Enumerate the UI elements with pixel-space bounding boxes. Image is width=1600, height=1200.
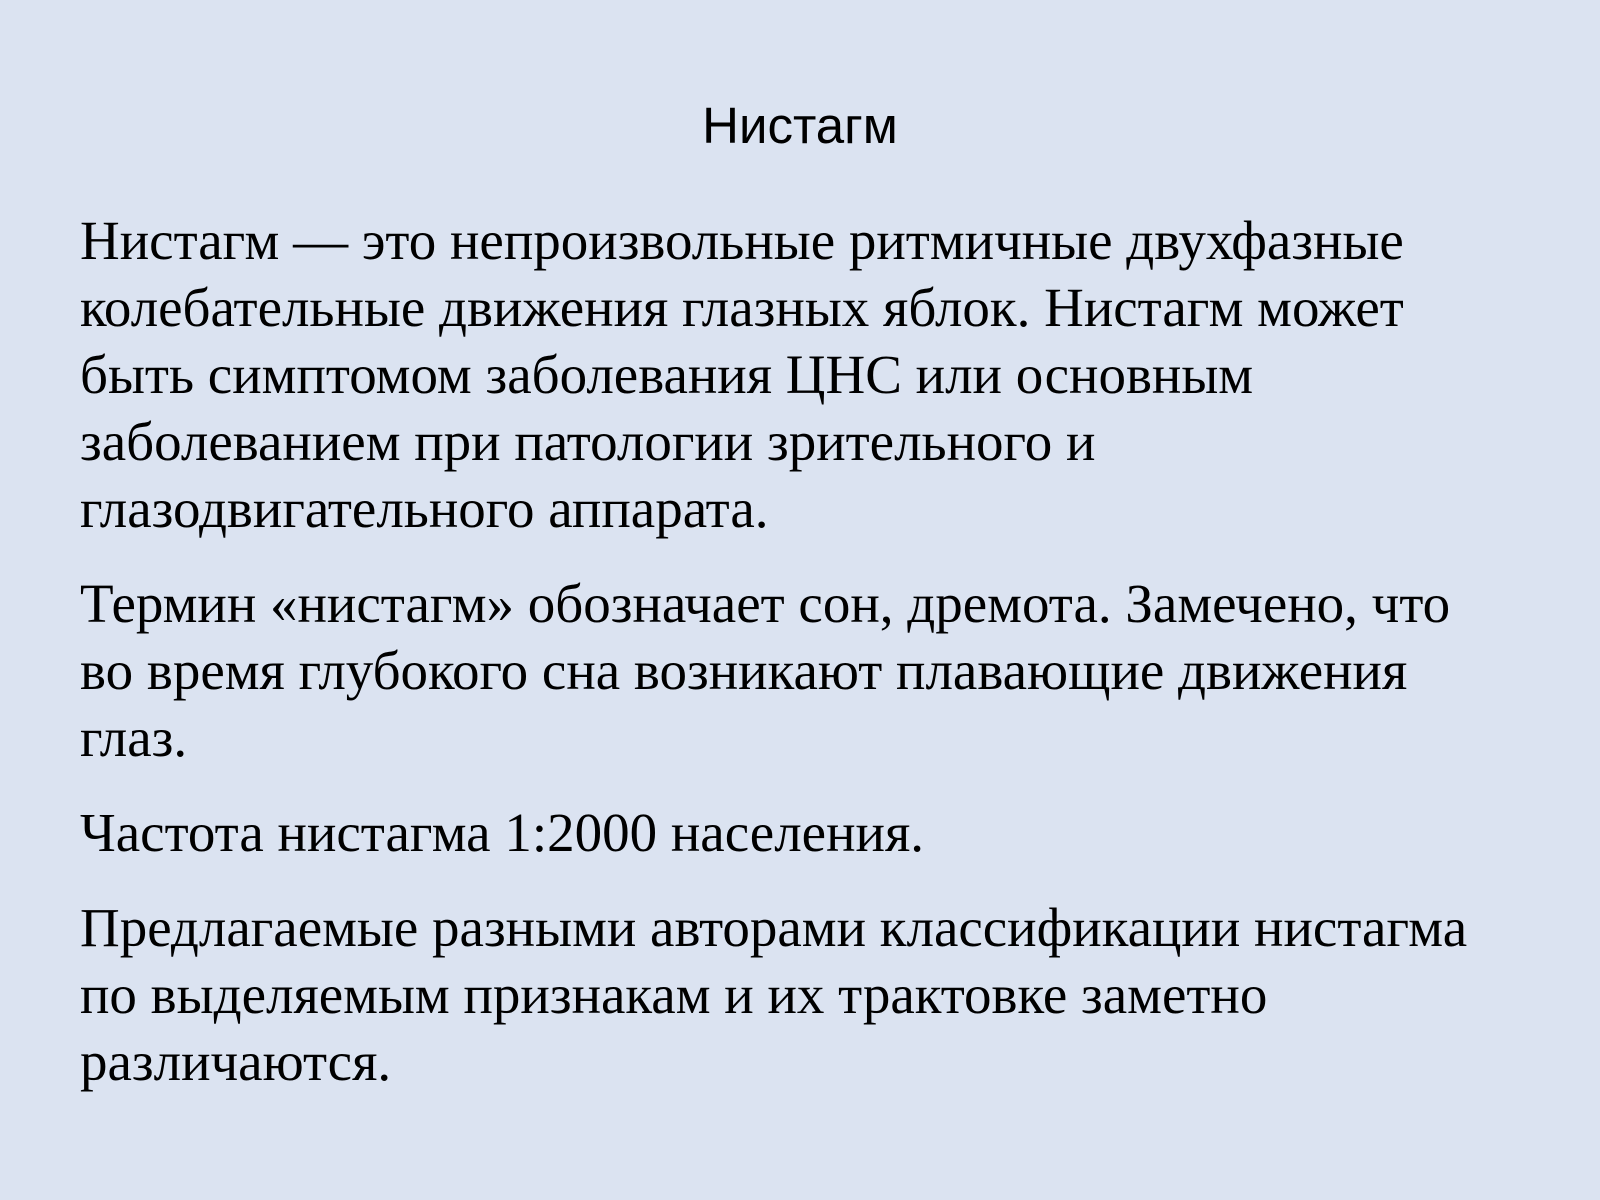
text-line: различаются.: [80, 1031, 392, 1092]
text-line: Нистагм — это непроизвольные ритмичные двухфазные: [80, 210, 1404, 271]
text-line: колебательные движения глазных яблок. Нистагм может: [80, 277, 1404, 338]
text-line: Термин «нистагм» обозначает сон, дремота. Замечено, что: [80, 573, 1451, 634]
text-line: Частота нистагма 1:2000 населения.: [80, 802, 924, 863]
text-line: во время глубокого сна возникают плавающие движения: [80, 640, 1408, 701]
text-line: заболеванием при патологии зрительного и: [80, 411, 1096, 472]
paragraph-term: [80, 570, 1540, 771]
paragraph-frequency: [80, 799, 1540, 866]
paragraph-definition: [80, 207, 1540, 542]
text-line: глазодвигательного аппарата.: [80, 478, 769, 539]
slide-body: [80, 207, 1540, 1123]
text-line: по выделяемым признакам и их трактовке заметно: [80, 964, 1268, 1025]
text-line: быть симптомом заболевания ЦНС или основным: [80, 344, 1254, 405]
text-line: Предлагаемые разными авторами классификации нистагма: [80, 897, 1468, 958]
text-line: глаз.: [80, 707, 188, 768]
paragraph-classifications: [80, 894, 1540, 1095]
slide-title: Нистагм: [702, 97, 898, 154]
